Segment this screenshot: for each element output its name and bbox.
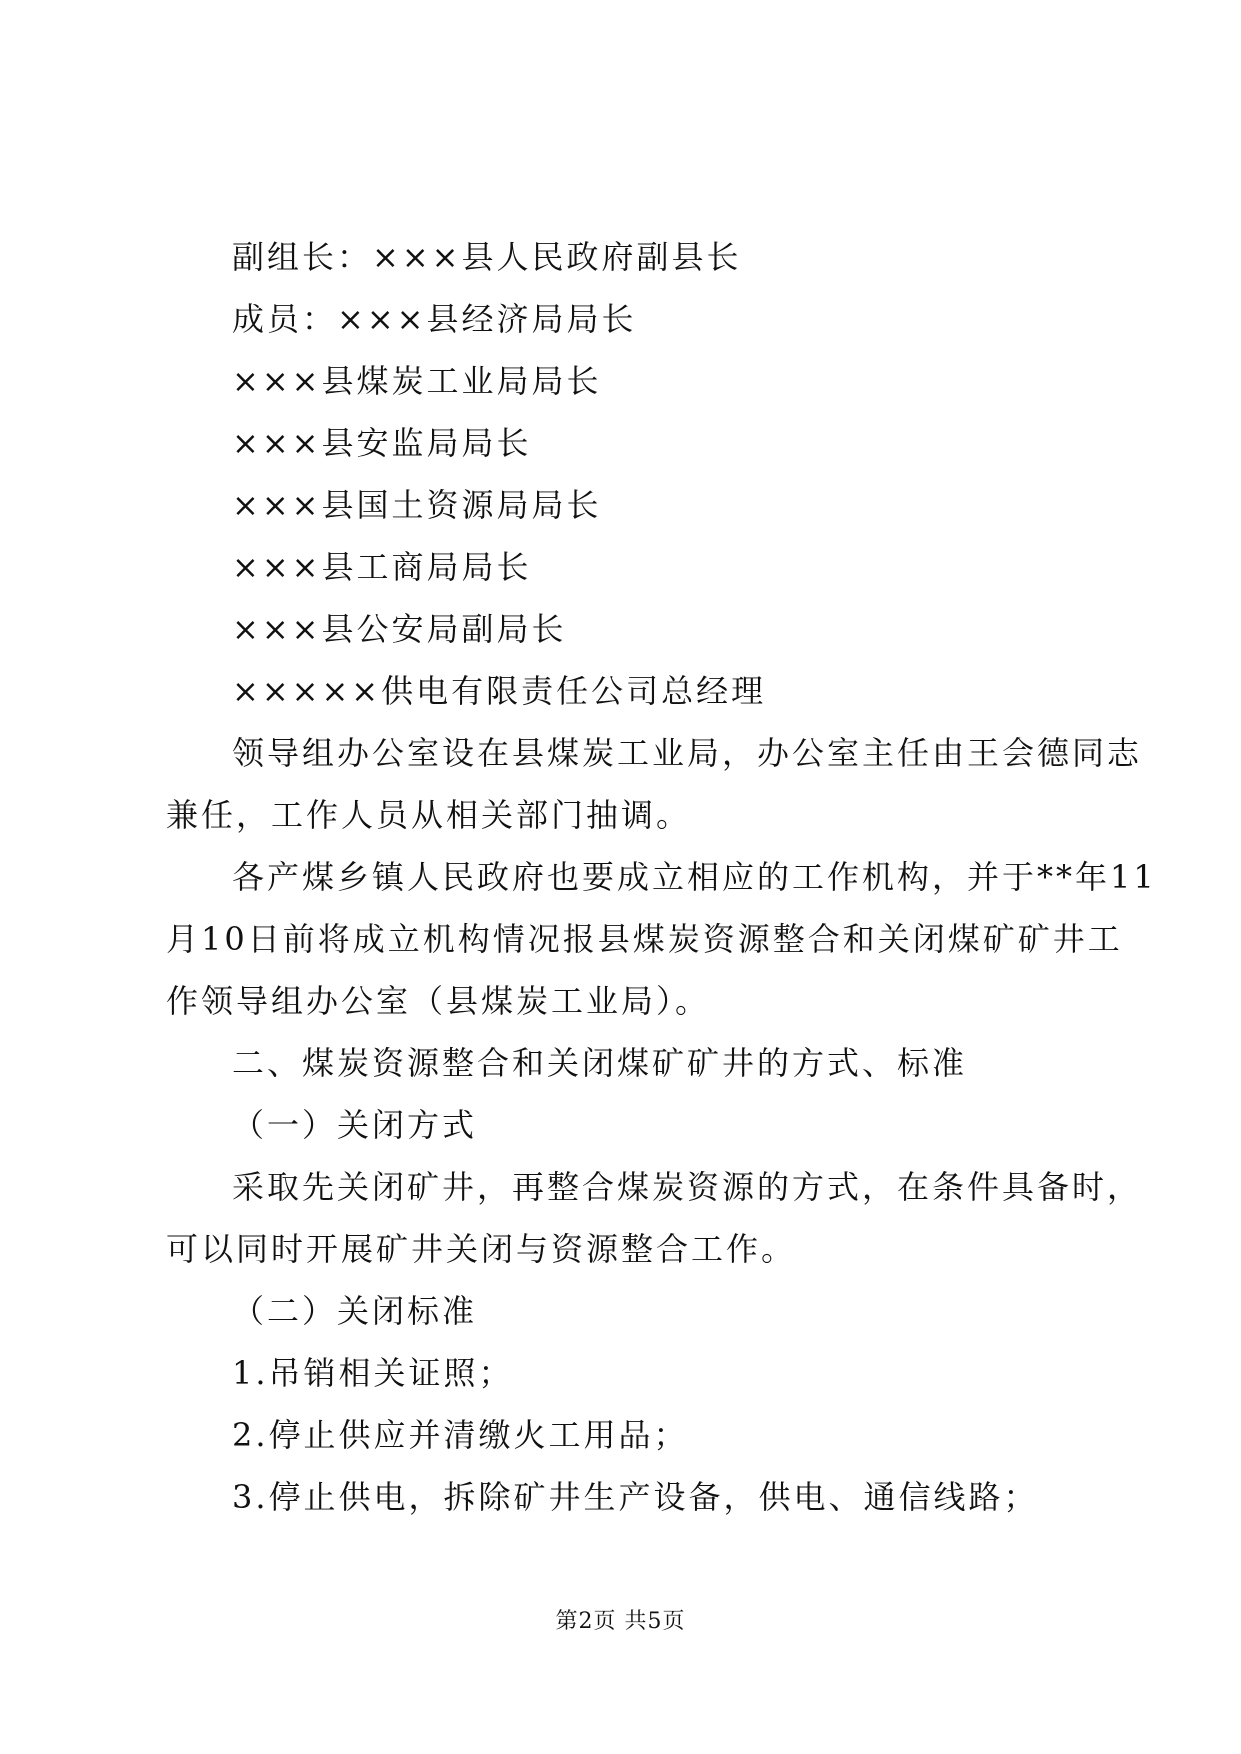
text-line: 领导组办公室设在县煤炭工业局，办公室主任由王会德同志 [232, 734, 1143, 772]
subsection-heading: （一）关闭方式 [232, 1106, 478, 1144]
text-line: 作领导组办公室（县煤炭工业局）。 [166, 982, 711, 1020]
list-item: 3.停止供电，拆除矿井生产设备，供电、通信线路； [232, 1478, 1039, 1516]
list-item: 1.吊销相关证照； [232, 1354, 514, 1392]
text-line: 可以同时开展矿井关闭与资源整合工作。 [166, 1230, 797, 1268]
text-line: 各产煤乡镇人民政府也要成立相应的工作机构，并于**年11 [232, 858, 1157, 896]
text-line: 采取先关闭矿井，再整合煤炭资源的方式，在条件具备时， [232, 1168, 1143, 1206]
text-line: 副组长：×××县人民政府副县长 [232, 238, 742, 276]
text-line: ×××县工商局局长 [232, 548, 532, 586]
list-item: 2.停止供应并清缴火工用品； [232, 1416, 689, 1454]
subsection-heading: （二）关闭标准 [232, 1292, 478, 1330]
text-line: ×××县煤炭工业局局长 [232, 362, 602, 400]
page-footer: 第2页 共5页 [555, 1609, 686, 1634]
section-heading: 二、煤炭资源整合和关闭煤矿矿井的方式、标准 [232, 1044, 968, 1082]
text-line: ×××××供电有限责任公司总经理 [232, 672, 767, 710]
text-line: 成员：×××县经济局局长 [232, 300, 637, 338]
text-line: ×××县国土资源局局长 [232, 486, 602, 524]
text-line: ×××县公安局副局长 [232, 610, 567, 648]
text-line: ×××县安监局局长 [232, 424, 532, 462]
text-line: 兼任，工作人员从相关部门抽调。 [166, 796, 692, 834]
text-line: 月10日前将成立机构情况报县煤炭资源整合和关闭煤矿矿井工 [166, 920, 1123, 958]
